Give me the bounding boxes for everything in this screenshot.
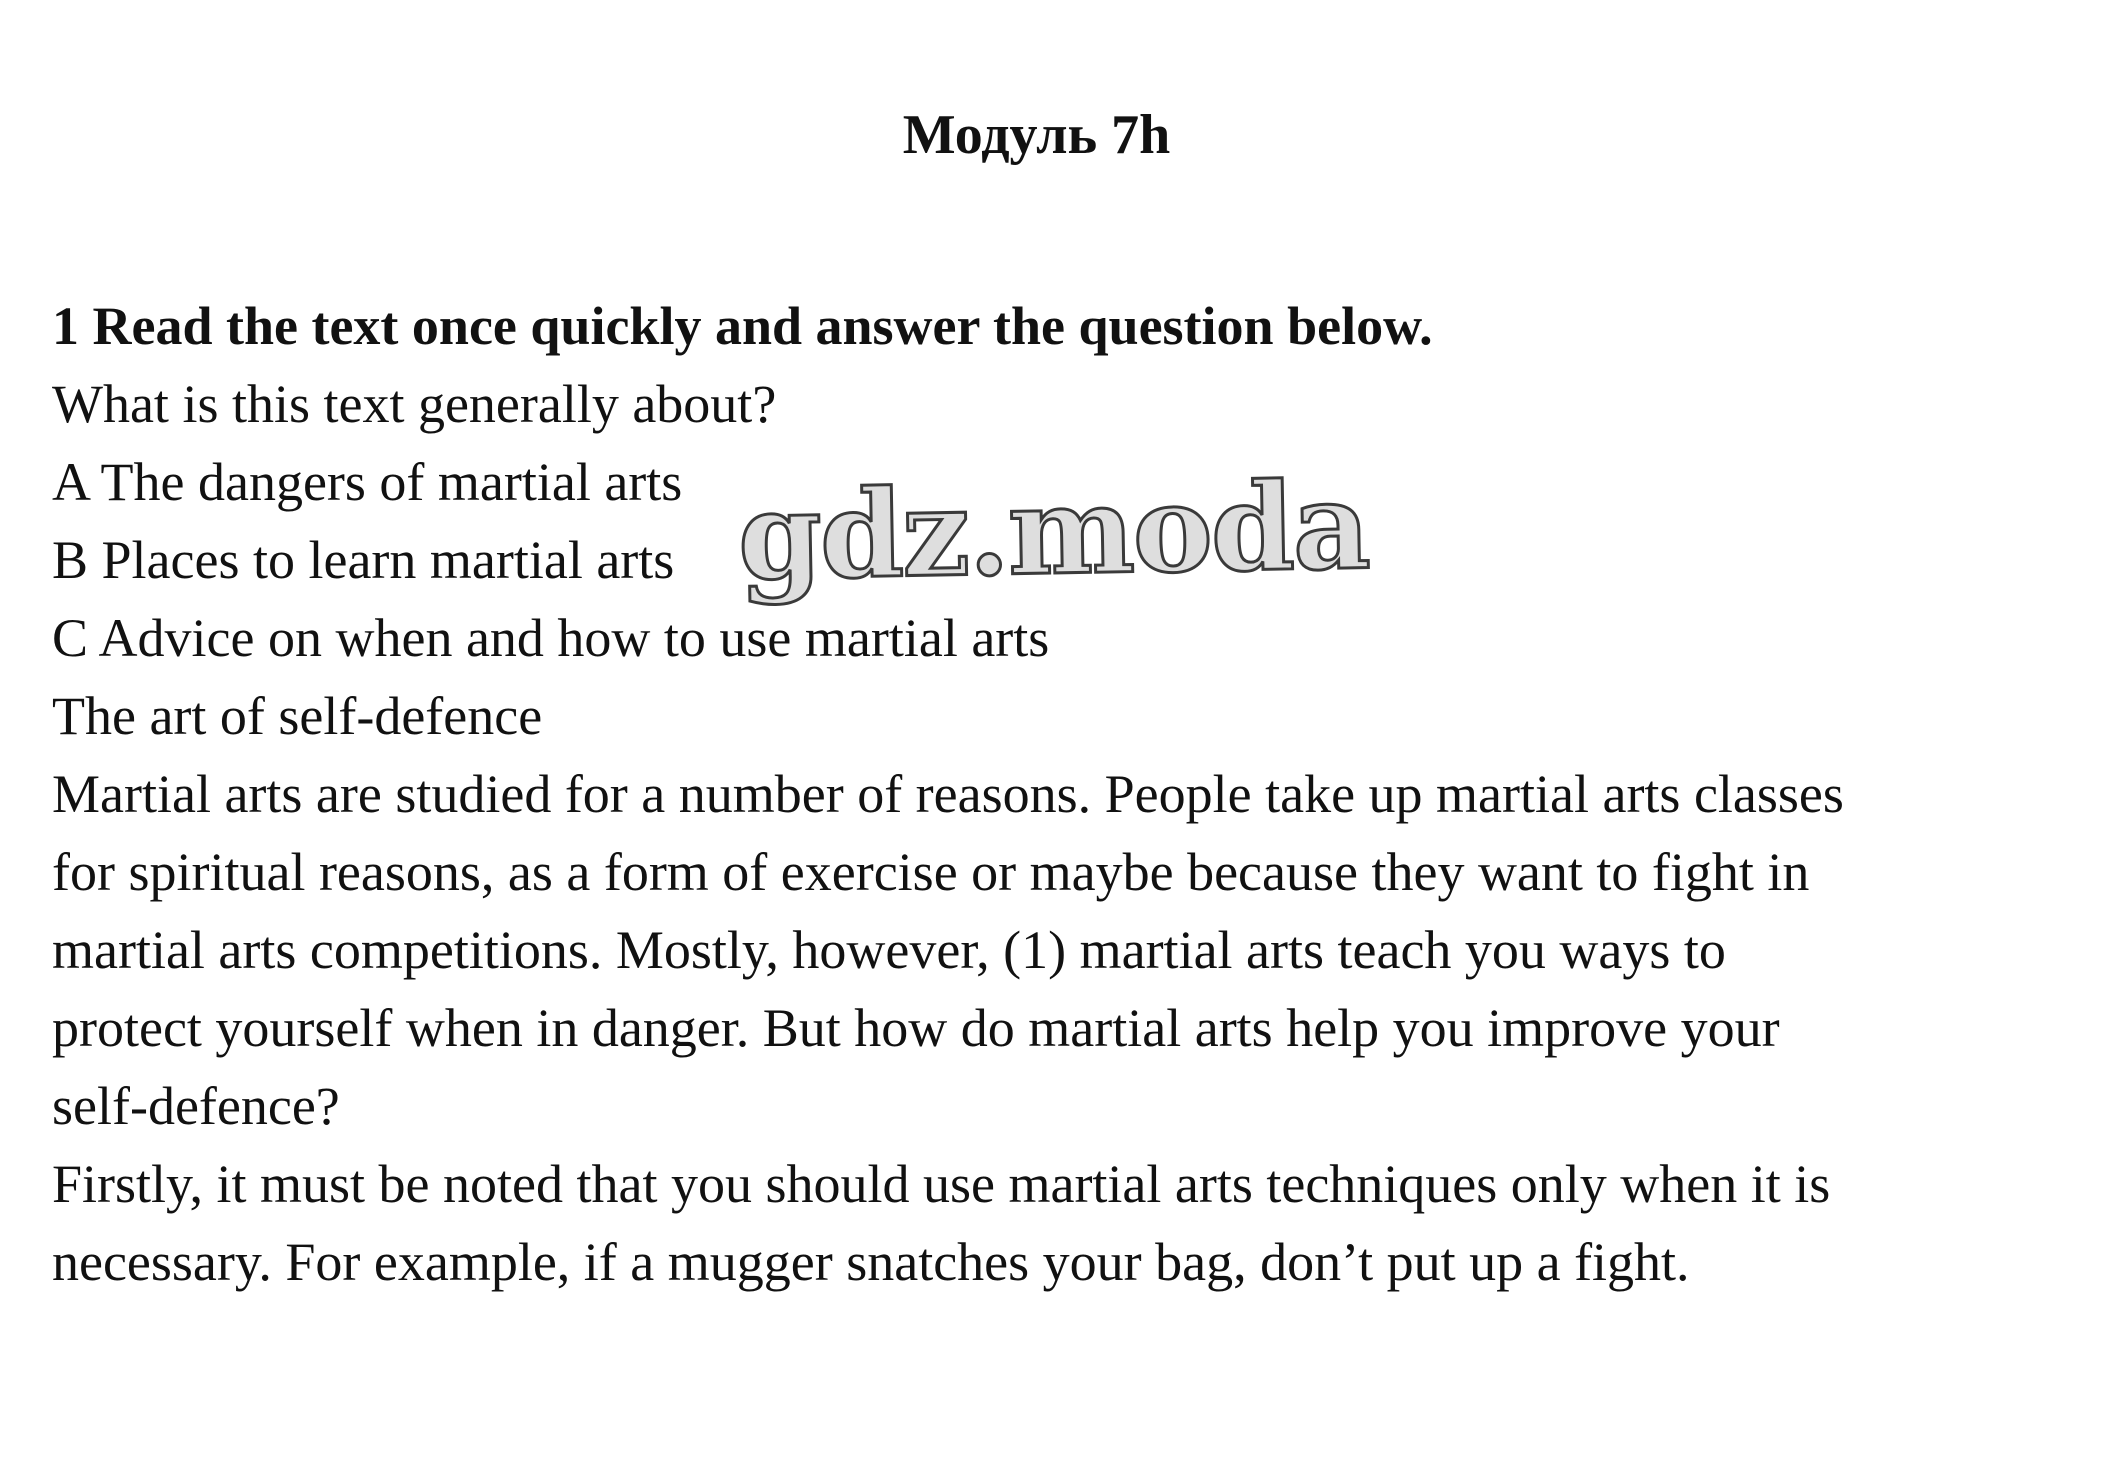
watermark-logo: gdz.moda <box>736 455 1370 608</box>
paragraph-1-line: for spiritual reasons, as a form of exercise or maybe because they want to fight in <box>52 842 1810 902</box>
paragraph-1-line: martial arts competitions. Mostly, however, (1) martial arts teach you ways to <box>52 920 1726 980</box>
paragraph-1-line: protect yourself when in danger. But how do martial arts help you improve your <box>52 998 1780 1058</box>
page-title: Модуль 7h <box>902 104 1171 166</box>
paragraph-2-line: necessary. For example, if a mugger snatches your bag, don’t put up a fight. <box>52 1232 1690 1292</box>
option-c: C Advice on when and how to use martial arts <box>52 608 1050 668</box>
paragraph-1-line: Martial arts are studied for a number of reasons. People take up martial arts classes <box>52 764 1844 824</box>
text-heading: The art of self-defence <box>52 686 543 746</box>
task-question: What is this text generally about? <box>52 374 777 434</box>
task-instruction: 1 Read the text once quickly and answer the question below. <box>52 296 1433 356</box>
option-a: A The dangers of martial arts <box>52 452 683 512</box>
paragraph-1-line: self-defence? <box>52 1076 340 1136</box>
paragraph-2-line: Firstly, it must be noted that you should use martial arts techniques only when it is <box>52 1154 1831 1214</box>
document-body <box>52 287 2092 1301</box>
option-b: B Places to learn martial arts <box>52 530 675 590</box>
